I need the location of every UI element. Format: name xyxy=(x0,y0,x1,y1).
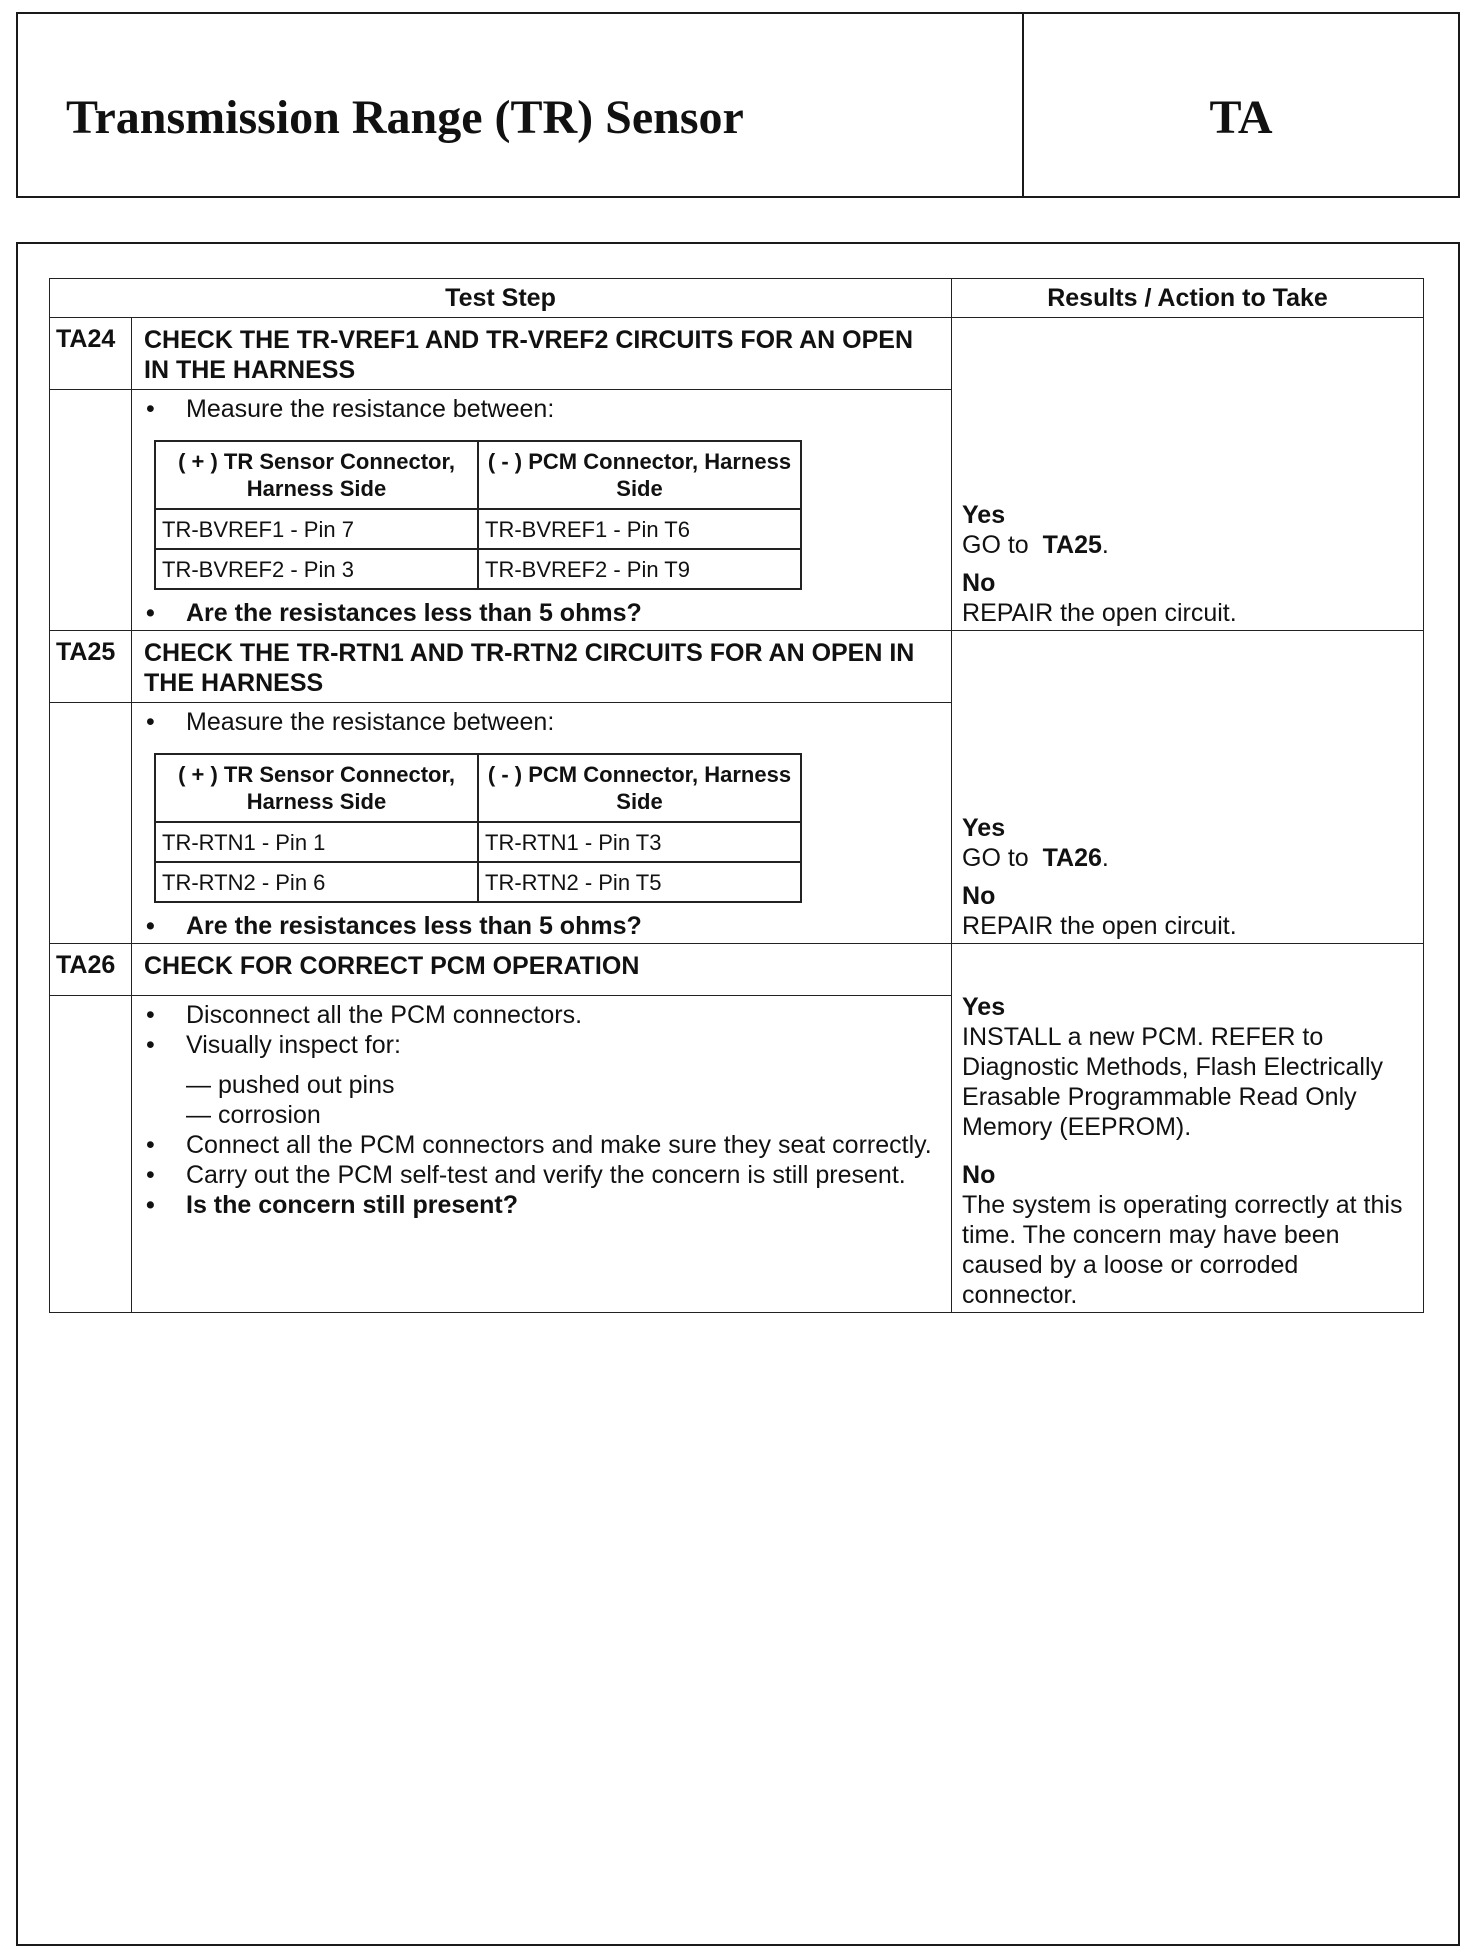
result-yes xyxy=(962,813,1419,873)
pin-cell: TR-RTN1 - Pin T3 xyxy=(478,822,801,862)
yes-label: Yes xyxy=(962,993,1006,1021)
step-intro: • Measure the resistance between: xyxy=(144,394,941,424)
step-title: CHECK THE TR-RTN1 AND TR-RTN2 CIRCUITS FOR AN OPEN IN THE HARNESS xyxy=(132,631,952,703)
pin-row xyxy=(155,862,801,902)
yes-target: TA25 xyxy=(1042,531,1102,559)
yes-suffix: . xyxy=(1101,844,1109,872)
pin-table-header-plus: ( + ) TR Sensor Connector, Harness Side xyxy=(155,754,478,822)
no-label: No xyxy=(962,569,996,597)
step-ta24-title-row xyxy=(50,318,1424,390)
pin-cell: TR-BVREF1 - Pin T6 xyxy=(478,509,801,549)
step-intro: • Measure the resistance between: xyxy=(144,707,941,737)
page-header xyxy=(16,12,1460,198)
step-question: • Are the resistances less than 5 ohms? xyxy=(144,911,941,941)
yes-label: Yes xyxy=(962,501,1006,529)
pin-cell: TR-BVREF2 - Pin 3 xyxy=(155,549,478,589)
step-content xyxy=(132,703,952,944)
pin-cell: TR-RTN2 - Pin T5 xyxy=(478,862,801,902)
page-title: Transmission Range (TR) Sensor xyxy=(66,91,744,144)
col-results: Results / Action to Take xyxy=(952,279,1424,318)
result-yes xyxy=(962,500,1419,560)
bullet: • Disconnect all the PCM connectors. xyxy=(144,1000,941,1030)
table-header-row xyxy=(50,279,1424,318)
pin-table-header-plus: ( + ) TR Sensor Connector, Harness Side xyxy=(155,441,478,509)
no-label: No xyxy=(962,1161,996,1189)
pin-table xyxy=(154,440,802,590)
page-body xyxy=(16,242,1460,1946)
step-question: • Are the resistances less than 5 ohms? xyxy=(144,598,941,628)
step-content xyxy=(132,390,952,631)
pin-table xyxy=(154,753,802,903)
pin-row xyxy=(155,822,801,862)
pin-cell: TR-RTN2 - Pin 6 xyxy=(155,862,478,902)
pin-cell: TR-BVREF2 - Pin T9 xyxy=(478,549,801,589)
result-yes xyxy=(962,992,1419,1142)
step-question: • Is the concern still present? xyxy=(144,1190,941,1220)
step-ta25-title-row xyxy=(50,631,1424,703)
yes-suffix: . xyxy=(1101,531,1109,559)
pin-row xyxy=(155,549,801,589)
step-content xyxy=(132,996,952,1313)
yes-label: Yes xyxy=(962,814,1006,842)
dash-item: — pushed out pins xyxy=(186,1071,395,1100)
pin-row xyxy=(155,509,801,549)
bullet: • Carry out the PCM self-test and verify the concern is still present. xyxy=(144,1160,941,1190)
bullet: • Connect all the PCM connectors and make sure they seat correctly. xyxy=(144,1130,941,1160)
pin-table-header-minus: ( - ) PCM Connector, Harness Side xyxy=(478,754,801,822)
bullet: • Visually inspect for: xyxy=(144,1030,941,1060)
no-text: REPAIR the open circuit. xyxy=(962,599,1237,627)
step-ta26-title-row xyxy=(50,944,1424,996)
section-code: TA xyxy=(1209,91,1273,144)
no-text: REPAIR the open circuit. xyxy=(962,912,1237,940)
pin-cell: TR-BVREF1 - Pin 7 xyxy=(155,509,478,549)
pin-table-header-minus: ( - ) PCM Connector, Harness Side xyxy=(478,441,801,509)
col-test-step: Test Step xyxy=(50,279,952,318)
step-id: TA26 xyxy=(50,944,132,996)
result-no xyxy=(962,881,1419,941)
dash-item: — corrosion xyxy=(186,1101,321,1130)
step-id: TA24 xyxy=(50,318,132,390)
step-id: TA25 xyxy=(50,631,132,703)
yes-text: INSTALL a new PCM. REFER to Diagnostic Methods, Flash Electrically Erasable Programmable Read Only Memory (EEPROM). xyxy=(962,1023,1384,1141)
step-result xyxy=(952,631,1424,944)
yes-text: GO to xyxy=(962,844,1029,872)
step-title: CHECK THE TR-VREF1 AND TR-VREF2 CIRCUITS FOR AN OPEN IN THE HARNESS xyxy=(132,318,952,390)
no-text: The system is operating correctly at this time. The concern may have been caused by a loose or corroded connector. xyxy=(962,1191,1403,1309)
step-result xyxy=(952,318,1424,631)
diagnostic-table-wrapper xyxy=(49,278,1423,1313)
result-no xyxy=(962,1160,1419,1310)
step-title: CHECK FOR CORRECT PCM OPERATION xyxy=(132,944,952,996)
result-no xyxy=(962,568,1419,628)
pin-cell: TR-RTN1 - Pin 1 xyxy=(155,822,478,862)
no-label: No xyxy=(962,882,996,910)
yes-target: TA26 xyxy=(1042,844,1102,872)
step-result xyxy=(952,944,1424,1313)
yes-text: GO to xyxy=(962,531,1029,559)
diagnostic-table xyxy=(49,278,1424,1313)
